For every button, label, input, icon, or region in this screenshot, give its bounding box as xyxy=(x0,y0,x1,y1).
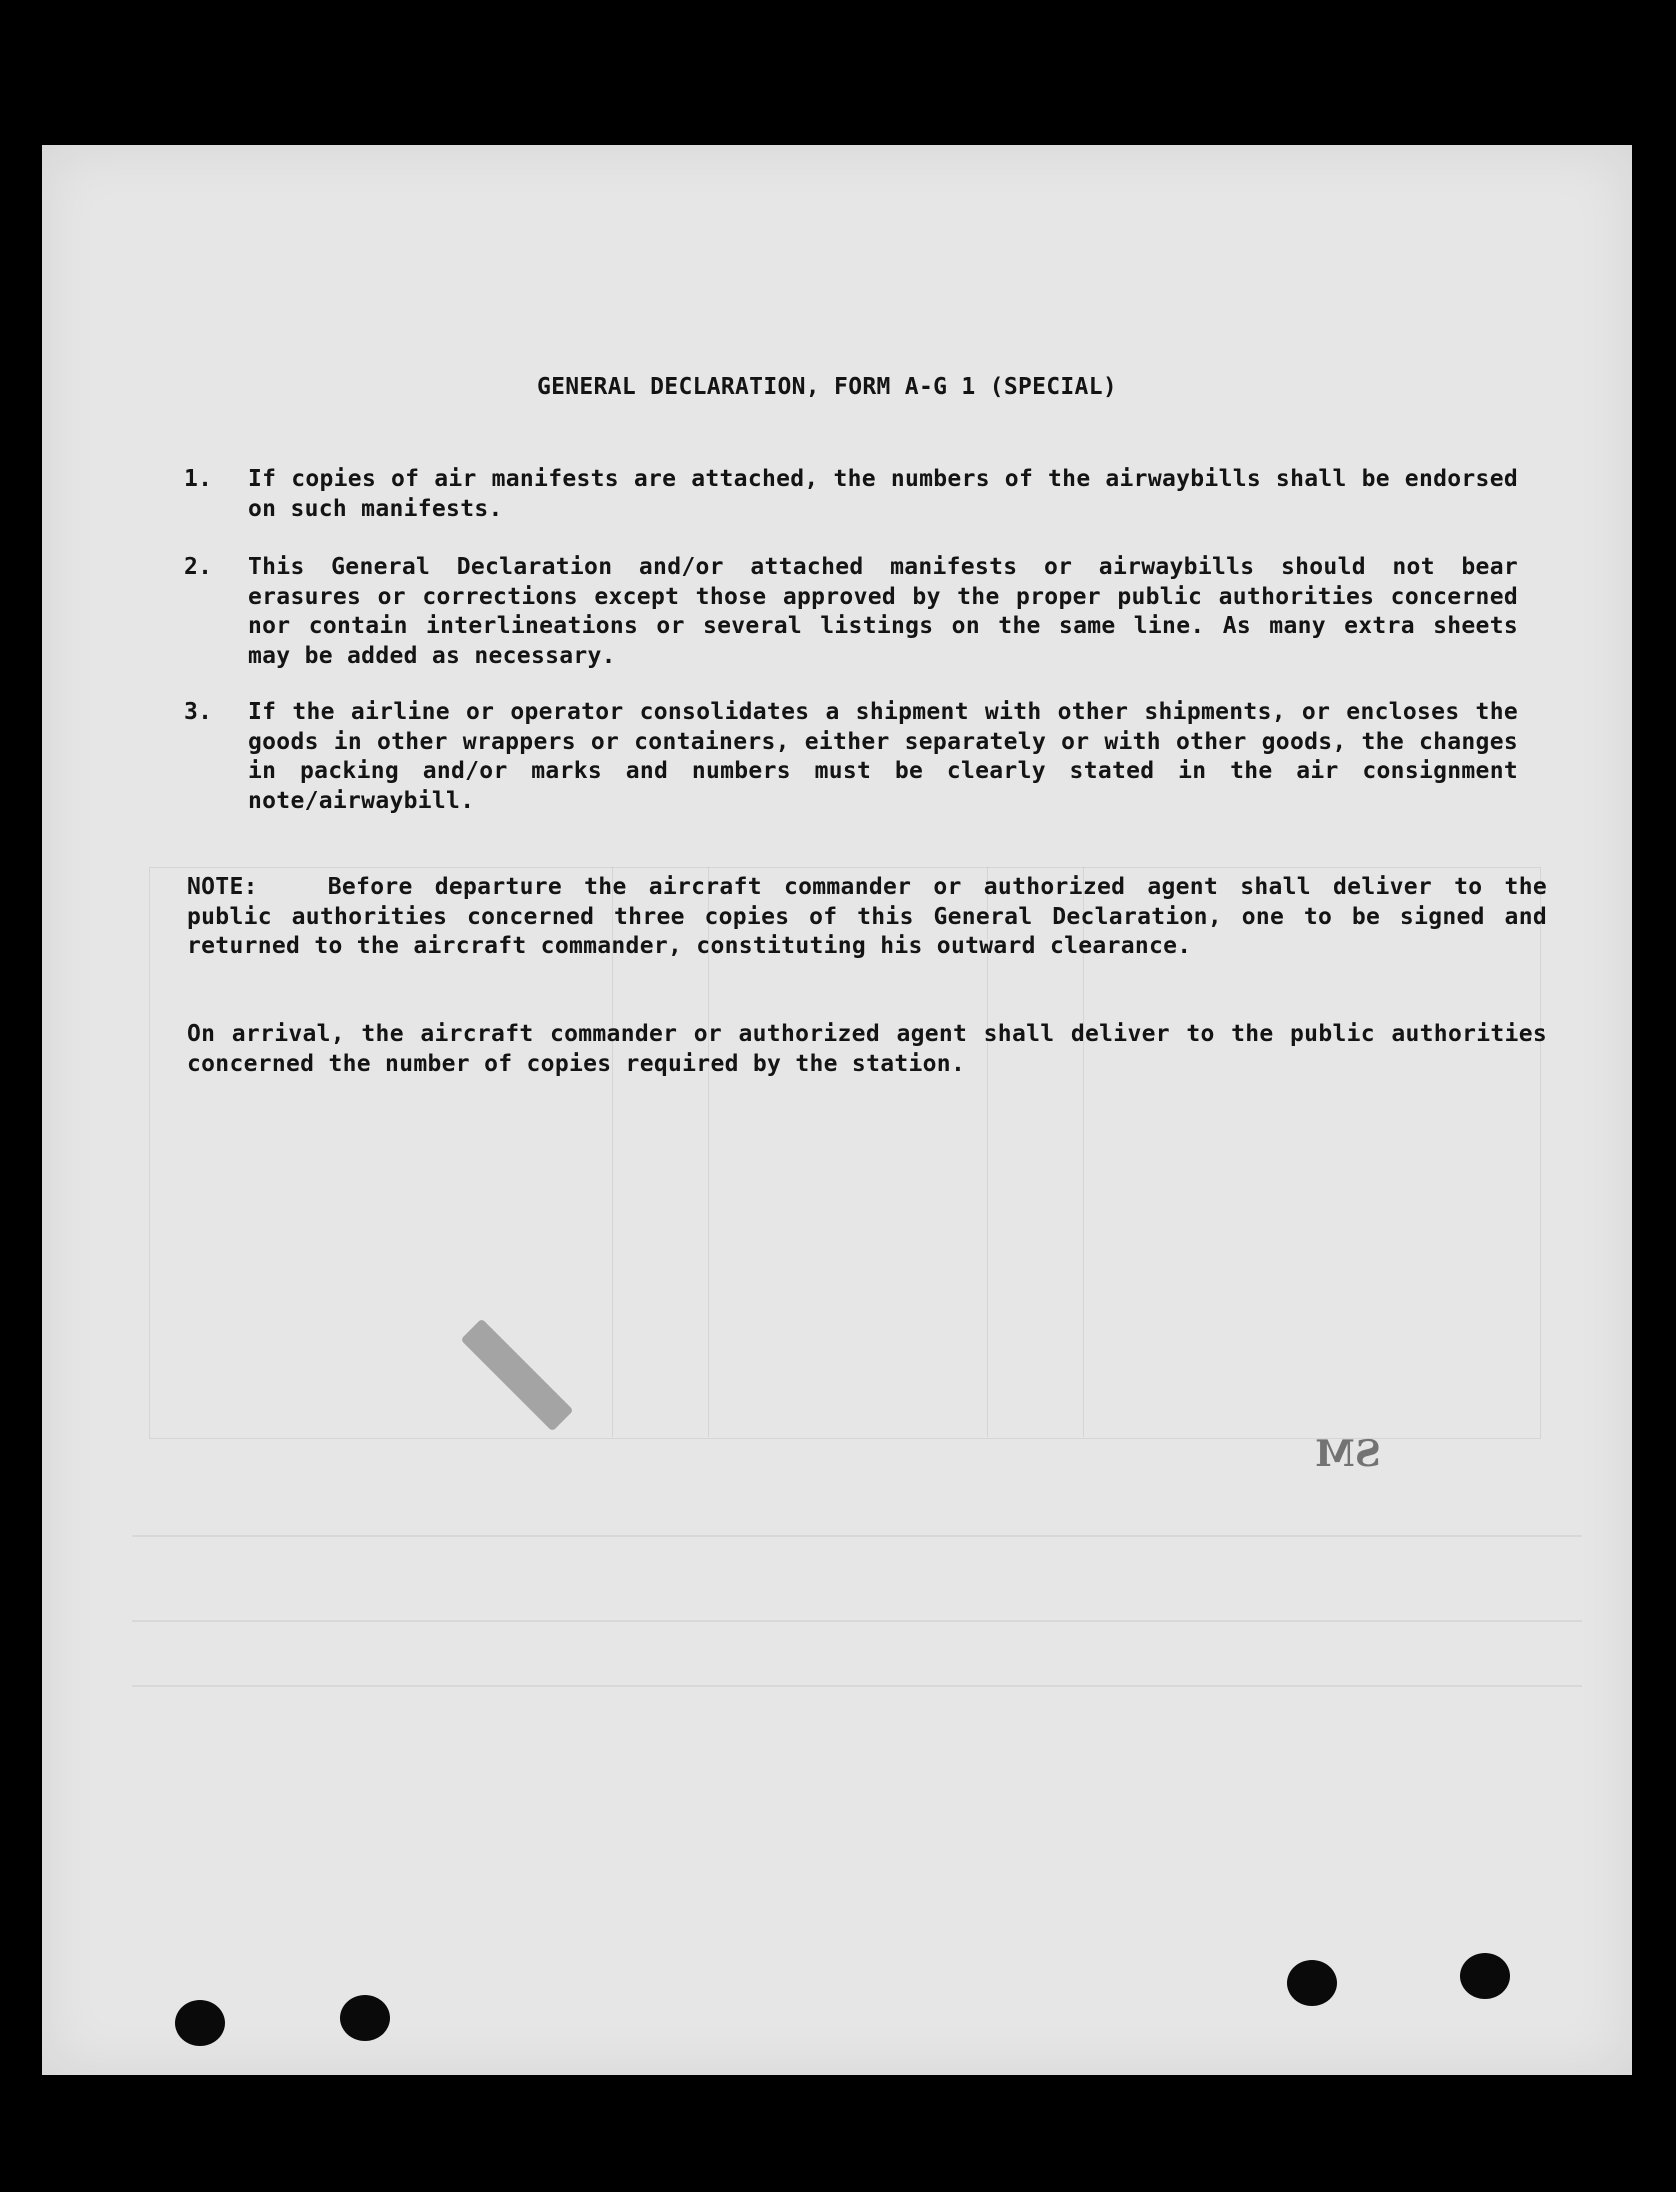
list-item-text: If copies of air manifests are attached, the numbers of the airwaybills shall be endorsed on such manifests. xyxy=(248,466,1518,522)
list-item xyxy=(184,553,1554,671)
note-paragraph xyxy=(187,873,1547,962)
list-item-number: 1. xyxy=(184,466,213,492)
handwritten-initials: SM xyxy=(1315,1433,1381,1475)
note-label: NOTE: xyxy=(187,874,258,900)
list-item-number: 2. xyxy=(184,554,213,580)
arrival-text: On arrival, the aircraft commander or authorized agent shall deliver to the public authorities concerned the number of copies required by the station. xyxy=(187,1021,1547,1077)
punch-hole xyxy=(1460,1953,1510,1999)
list-item-number: 3. xyxy=(184,699,213,725)
document-text xyxy=(42,145,1632,2075)
arrival-paragraph xyxy=(187,1020,1547,1079)
document-page xyxy=(42,145,1632,2075)
page-title: GENERAL DECLARATION, FORM A-G 1 (SPECIAL) xyxy=(536,374,1118,400)
list-item xyxy=(184,465,1554,524)
list-item-text: This General Declaration and/or attached manifests or airwaybills should not bear erasures or corrections except those approved by the proper public authorities concerned nor contain interlineations or several listings on the same line. As many extra sheets may be added as necessary. xyxy=(248,554,1518,669)
list-item xyxy=(184,698,1554,816)
punch-hole xyxy=(340,1995,390,2041)
list-item-text: If the airline or operator consolidates a shipment with other shipments, or encloses the goods in other wrappers or containers, either separately or with other goods, the changes in packing and/or marks and numbers must be clearly stated in the air consignment note/airwaybill. xyxy=(248,699,1518,814)
punch-hole xyxy=(175,2000,225,2046)
note-text: Before departure the aircraft commander or authorized agent shall deliver to the public authorities concerned three copies of this General Declaration, one to be signed and returned to the aircraft commander, constituting his outward clearance. xyxy=(187,874,1547,959)
punch-hole xyxy=(1287,1960,1337,2006)
